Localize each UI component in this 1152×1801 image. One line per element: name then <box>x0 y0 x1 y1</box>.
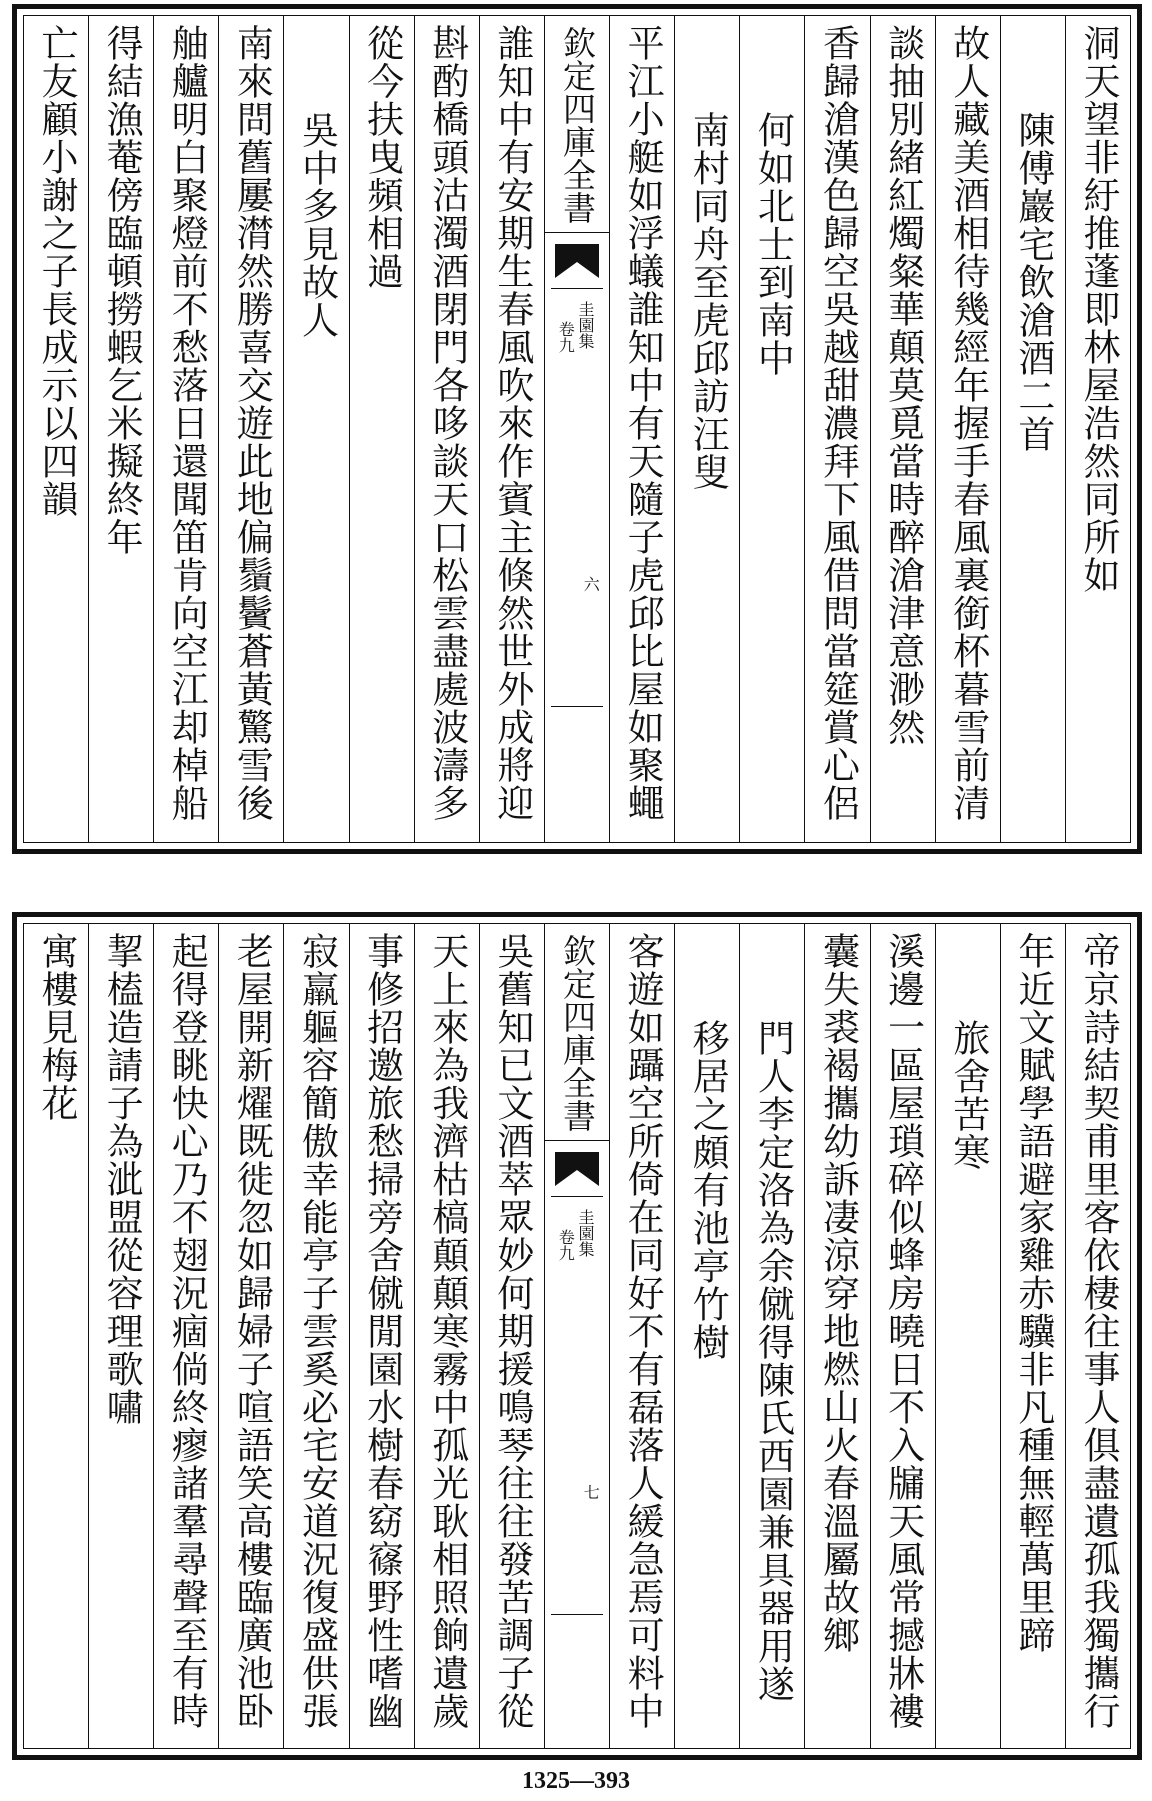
fishtail-mark-icon <box>555 1152 599 1192</box>
volume-label: 卷九 <box>556 321 576 353</box>
column-text: 年近文賦學語避家雞赤驥非凡種無輕萬里蹄 <box>1011 932 1055 1654</box>
column-text: 吳中多見故人 <box>295 111 339 339</box>
column-text: 溪邊一區屋瑣碎似蜂房曉日不入牖天風常撼牀褸 <box>881 932 925 1730</box>
folio-number: 六 <box>581 576 601 592</box>
page-frame-bottom <box>12 912 1142 1760</box>
text-column <box>1000 924 1065 1748</box>
column-text: 誰知中有安期生春風吹來作賓主倏然世外成將迎 <box>490 24 534 822</box>
column-text: 帝京詩結契甫里客依棲往事人俱盡遺孤我獨攜行 <box>1076 932 1120 1730</box>
text-column <box>414 16 479 842</box>
column-text: 平江小艇如浮蟻誰知中有天隨子虎邱比屋如聚蠅 <box>621 24 665 822</box>
fishtail-mark-icon <box>555 244 599 284</box>
text-column <box>674 16 739 842</box>
text-column <box>24 16 88 842</box>
page-inner-frame <box>23 15 1131 843</box>
book-title: 欽定四庫全書 <box>545 26 609 233</box>
column-text: 洞天望非紆推蓬即林屋浩然同所如 <box>1076 24 1120 594</box>
column-text: 南村同舟至虎邱訪汪叟 <box>686 111 730 491</box>
column-text: 南來問舊屢潸然勝喜交遊此地偏鬚鬢蒼黃驚雪後 <box>230 24 274 822</box>
volume-label: 卷九 <box>556 1229 576 1261</box>
text-column <box>283 924 348 1748</box>
column-text: 香歸滄漢色歸空吳越甜濃拜下風借問當筵賞心侶 <box>816 24 860 822</box>
column-text: 客遊如躡空所倚在同好不有磊落人緩急焉可料中 <box>621 932 665 1730</box>
text-column <box>935 16 1000 842</box>
column-text: 起得登眺快心乃不翅況痼倘終瘳諸羣尋聲至有時 <box>165 932 209 1730</box>
column-text: 吳舊知已文酒萃眾妙何期援鳴琴往往發苦調子從 <box>490 932 534 1730</box>
text-column <box>739 924 804 1748</box>
collection-name: 圭園集 <box>576 1209 596 1257</box>
text-column <box>1000 16 1065 842</box>
column-text: 斟酌橋頭沽濁酒閉門各哆談天口松雲盡處波濤多 <box>425 24 469 822</box>
center-margin-column <box>544 924 609 1748</box>
column-text: 故人藏美酒相待幾經年握手春風裏銜杯暮雪前清 <box>946 24 990 822</box>
column-text: 事修招邀旅愁掃旁舍僦閒園水樹春窈窱野性嗜幽 <box>360 932 404 1730</box>
text-column <box>870 16 935 842</box>
page-footer-number: 1325—393 <box>522 1768 630 1794</box>
text-column <box>218 16 283 842</box>
divider <box>551 288 603 289</box>
column-text: 何如北士到南中 <box>751 111 795 377</box>
text-column <box>153 16 218 842</box>
divider <box>551 706 603 707</box>
column-text: 舳艫明白聚燈前不愁落日還聞笛肯向空江却棹船 <box>165 24 209 822</box>
center-margin-column <box>544 16 609 842</box>
column-text: 從今扶曳頻相過 <box>360 24 404 290</box>
column-text: 門人李定洛為余僦得陳氏西園兼具器用遂 <box>751 1019 795 1703</box>
text-column <box>349 924 414 1748</box>
text-column <box>88 16 153 842</box>
text-column <box>24 924 88 1748</box>
text-column <box>870 924 935 1748</box>
column-text: 移居之頗有池亭竹樹 <box>686 1019 730 1361</box>
column-text: 得結漁菴傍臨頓撈蝦乞米擬終年 <box>100 24 144 556</box>
collection-name: 圭園集 <box>576 301 596 349</box>
book-title: 欽定四庫全書 <box>545 934 609 1141</box>
column-text: 囊失裘褐攜幼訴凄涼穿地燃山火春溫屬故鄉 <box>816 932 860 1654</box>
divider <box>551 1614 603 1615</box>
divider <box>551 1196 603 1197</box>
text-columns <box>24 16 1130 842</box>
text-column <box>88 924 153 1748</box>
column-text: 挈榼造請子為泚盟從容理歌嘯 <box>100 932 144 1426</box>
column-text: 陳傅巖宅飲滄酒二首 <box>1011 111 1055 453</box>
column-text: 寓樓見梅花 <box>34 932 78 1122</box>
text-column <box>153 924 218 1748</box>
text-column <box>414 924 479 1748</box>
text-column <box>218 924 283 1748</box>
column-text: 旅舍苦寒 <box>946 1019 990 1171</box>
column-text: 亡友顧小謝之子長成示以四韻 <box>34 24 78 518</box>
folio-number: 七 <box>581 1484 601 1500</box>
column-text: 天上來為我濟枯槁顛顛寒霧中孤光耿相照餉遺歲 <box>425 932 469 1730</box>
text-columns <box>24 924 1130 1748</box>
text-column <box>804 924 869 1748</box>
text-column <box>609 924 674 1748</box>
text-column <box>804 16 869 842</box>
text-column <box>609 16 674 842</box>
column-text: 談抽別緒紅燭粲華顛莫覓當時醉滄津意渺然 <box>881 24 925 746</box>
text-column <box>349 16 414 842</box>
column-text: 寂羸軀容簡傲幸能亭子雲奚必宅安道況復盛供張 <box>295 932 339 1730</box>
text-column <box>674 924 739 1748</box>
text-column <box>1065 16 1130 842</box>
page-frame-top <box>12 4 1142 854</box>
text-column <box>479 16 544 842</box>
text-column <box>1065 924 1130 1748</box>
page-inner-frame <box>23 923 1131 1749</box>
text-column <box>935 924 1000 1748</box>
text-column <box>739 16 804 842</box>
text-column <box>283 16 348 842</box>
column-text: 老屋開新燿既徙忽如歸婦子喧語笑高樓臨廣池卧 <box>230 932 274 1730</box>
text-column <box>479 924 544 1748</box>
